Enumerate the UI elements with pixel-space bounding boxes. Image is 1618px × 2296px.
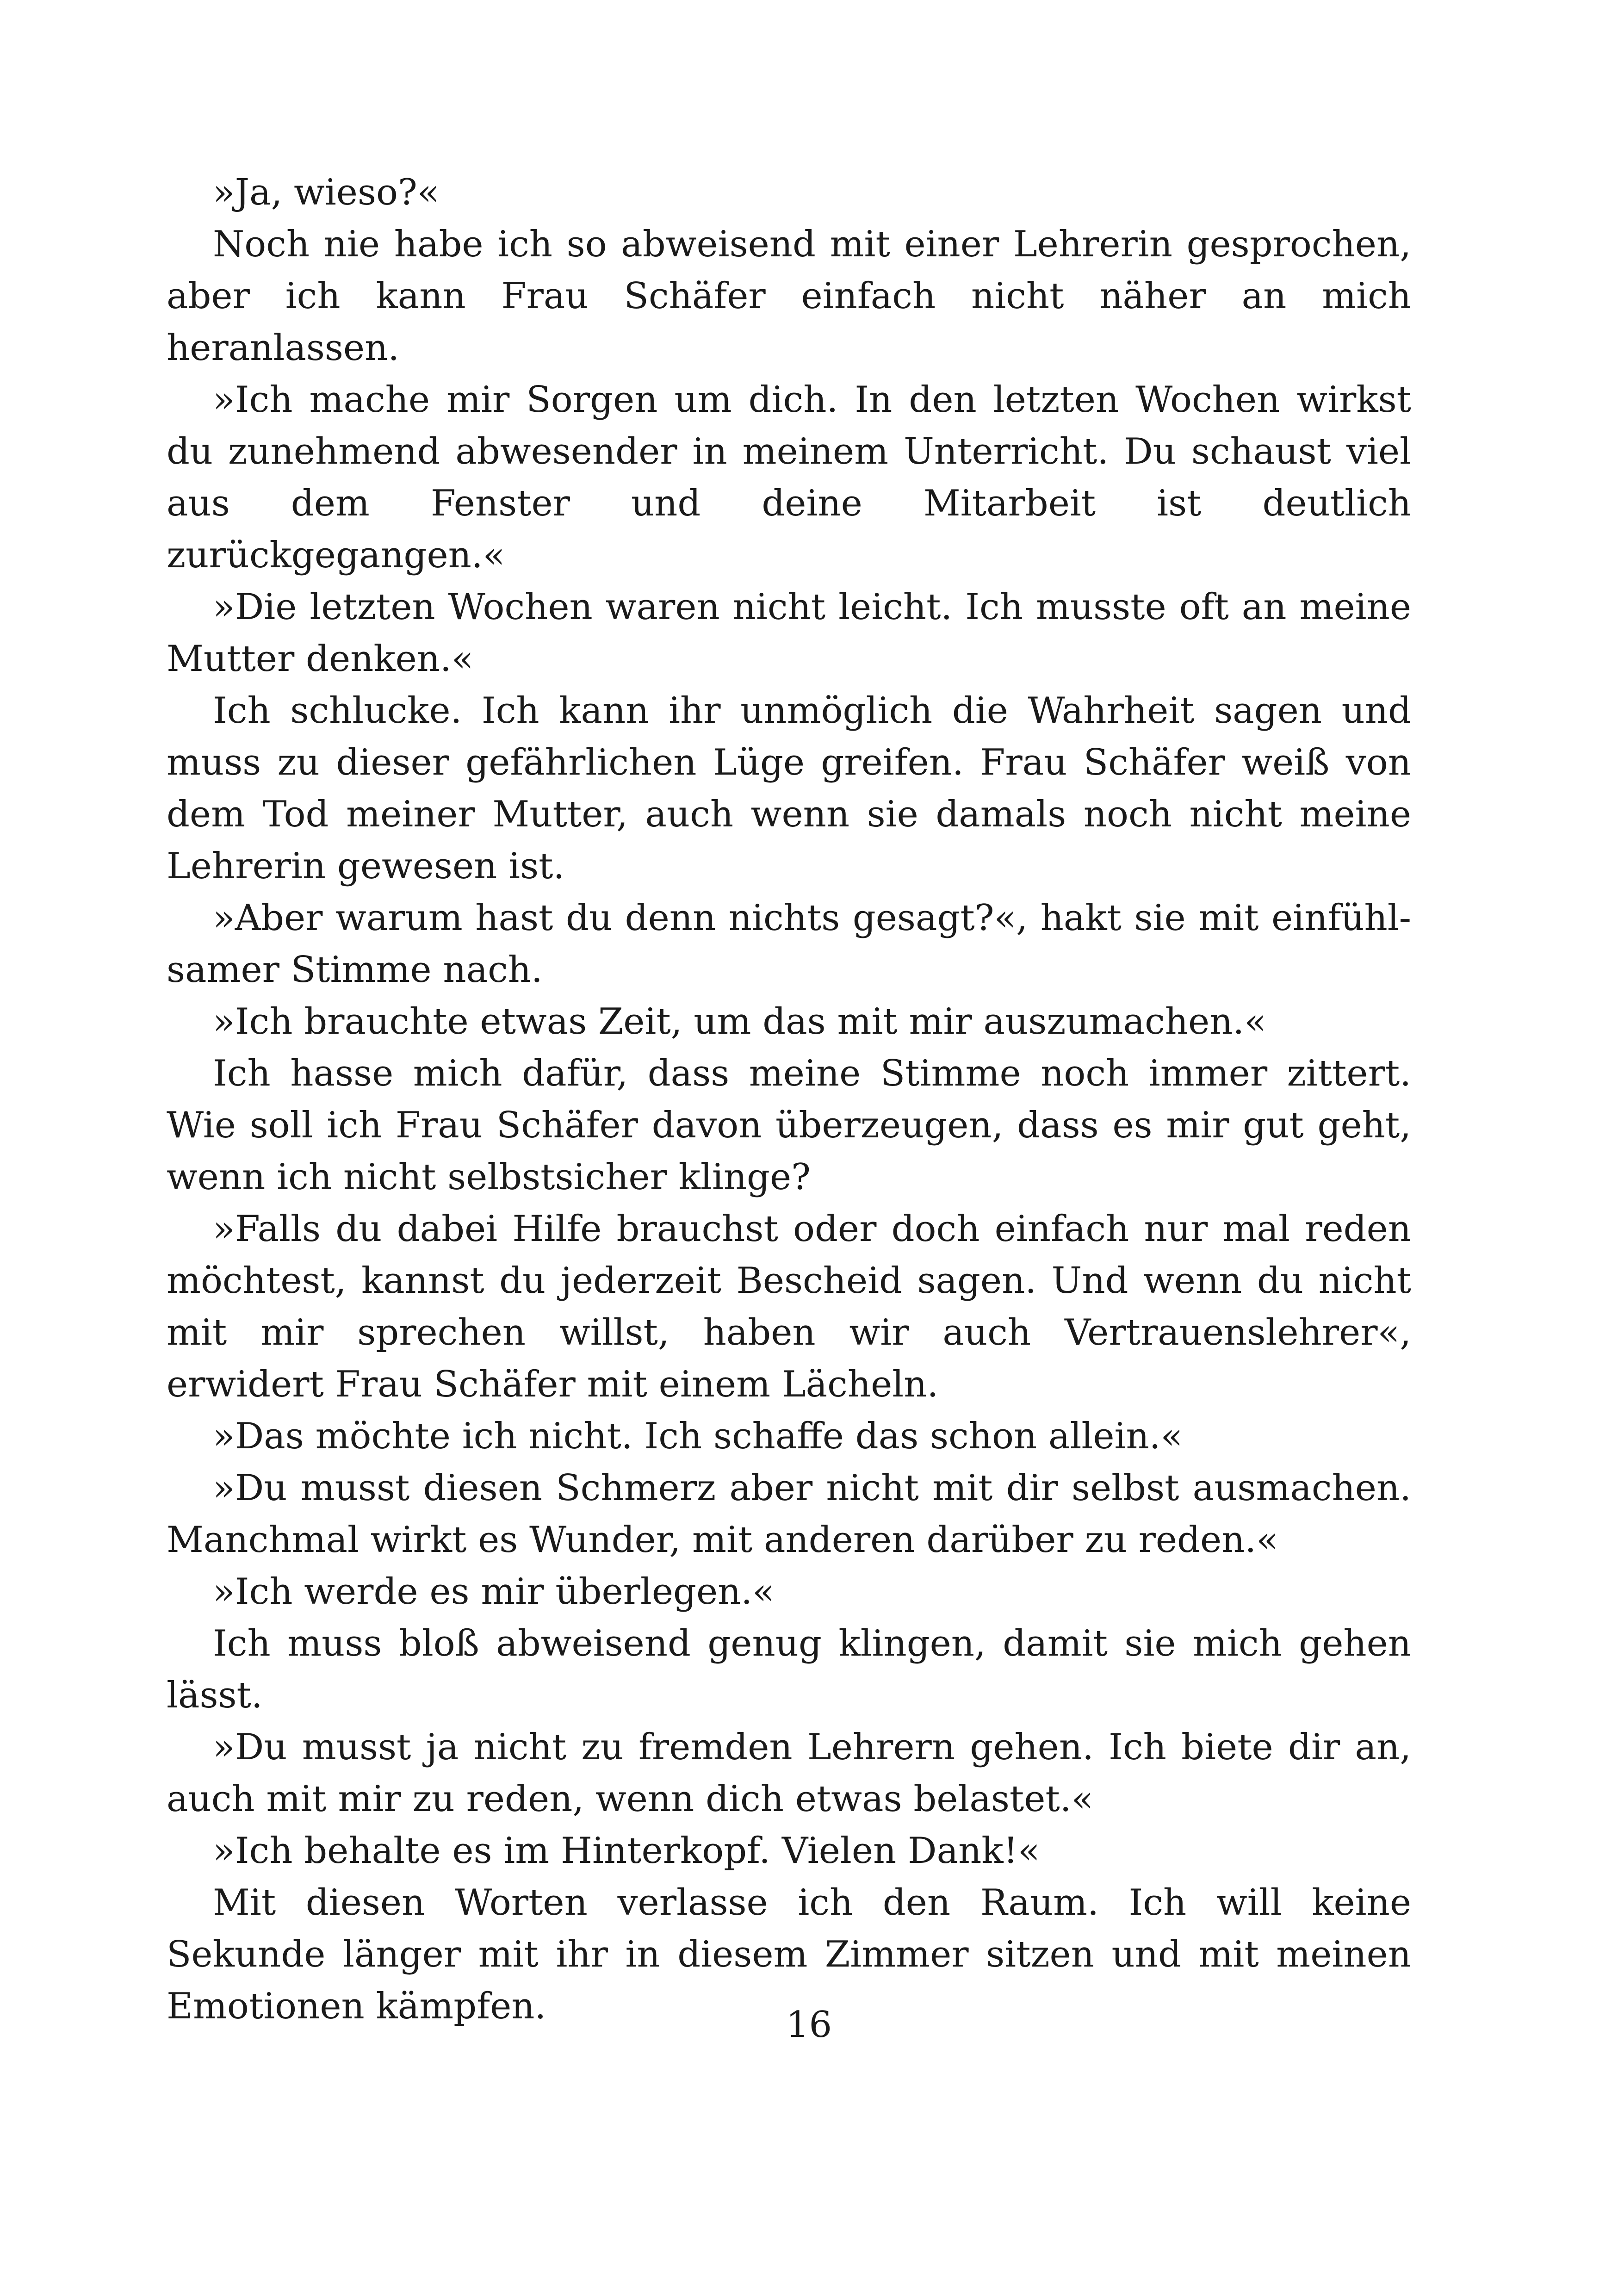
paragraph: »Du musst ja nicht zu fremden Lehrern gehen. Ich biete dir an, auch mit mir zu reden, wenn dich etwas belastet.« [167, 1726, 1411, 1820]
page-number: 16 [786, 2004, 832, 2046]
paragraph: Ich muss bloß abweisend genug klingen, damit sie mich gehen lässt. [167, 1623, 1411, 1716]
paragraph: Mit diesen Worten verlasse ich den Raum. Ich will keine Sekunde länger mit ihr in diesem Zimmer sitzen und mit meinen Emotionen kämpfen. [167, 1882, 1411, 2027]
paragraph: »Aber warum hast du denn nichts gesagt?«, hakt sie mit einfühlsamer Stimme nach. [167, 897, 1411, 991]
paragraph: Noch nie habe ich so abweisend mit einer Lehrerin gesprochen, aber ich kann Frau Schäfer einfach nicht näher an mich heranlassen. [167, 223, 1411, 369]
paragraph: »Ich behalte es im Hinterkopf. Vielen Dank!« [213, 1830, 1040, 1872]
paragraph: Ich hasse mich dafür, dass meine Stimme noch immer zittert. Wie soll ich Frau Schäfer davon überzeugen, dass es mir gut geht, wenn ich nicht selbstsicher klinge? [167, 1053, 1411, 1198]
body-text [167, 167, 1411, 2032]
paragraph: »Du musst diesen Schmerz aber nicht mit dir selbst ausmachen. Manchmal wirkt es Wunder, mit anderen darüber zu reden.« [167, 1467, 1411, 1561]
paragraph: »Falls du dabei Hilfe brauchst oder doch einfach nur mal reden möchtest, kannst du jederzeit Bescheid sagen. Und wenn du nicht mit mir sprechen willst, haben wir auch Vertrauenslehrer«, erwidert Frau Schäfer mit einem Lächeln. [167, 1208, 1411, 1405]
paragraph: »Ich brauchte etwas Zeit, um das mit mir auszumachen.« [213, 1001, 1266, 1043]
paragraph: Ich schlucke. Ich kann ihr unmöglich die Wahrheit sagen und muss zu dieser gefährlichen Lüge greifen. Frau Schäfer weiß von dem Tod meiner Mutter, auch wenn sie damals noch nicht meine Lehrerin gewesen ist. [167, 690, 1411, 887]
paragraph: »Das möchte ich nicht. Ich schaffe das schon allein.« [213, 1415, 1183, 1457]
paragraph: »Ja, wieso?« [213, 172, 440, 213]
paragraph: »Ich mache mir Sorgen um dich. In den letzten Wochen wirkst du zunehmend abwesender in meinem Unterricht. Du schaust viel aus dem Fenster und deine Mitarbeit ist deutlich zurückgegangen.« [167, 379, 1411, 576]
paragraph: »Die letzten Wochen waren nicht leicht. Ich musste oft an meine Mutter denken.« [167, 586, 1411, 680]
paragraph: »Ich werde es mir überlegen.« [213, 1571, 775, 1613]
